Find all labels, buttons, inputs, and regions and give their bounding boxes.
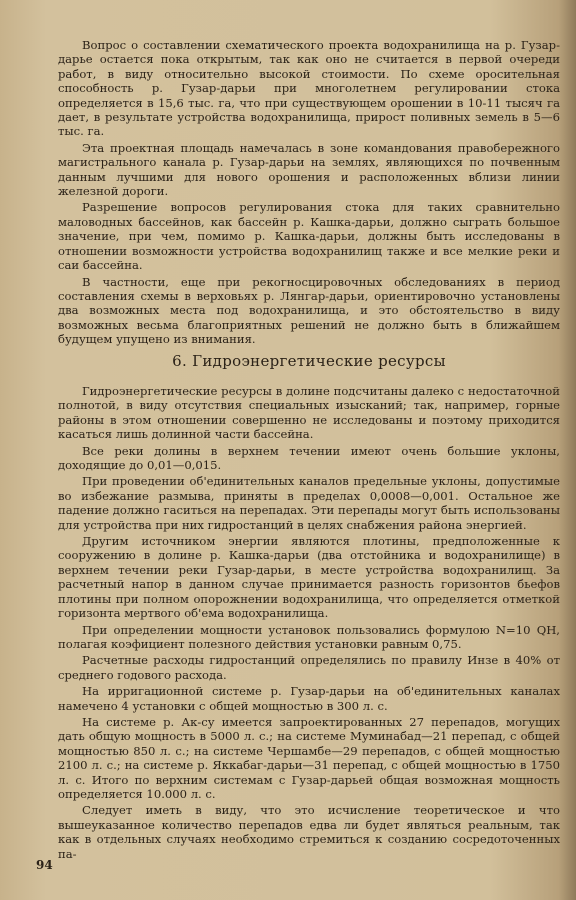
paragraph: При проведении об'единительных каналов предельные уклоны, допустимые во избежание размыва, приняты в пределах 0,0008—0,001. Остальное же падение должно гаситься на перепадах. Эти перепады могут быть использованы для устройства при них гидростанций в целях снабжения района энергией. xyxy=(58,474,560,532)
paragraph: Вопрос о составлении схематического проекта водохранилища на р. Гузар-дарье остается пока открытым, так как оно не считается в первой очереди работ, в виду относительно высокой стоимости. По схеме оросительная способность р. Гузар-дарьи при многолетнем регулировании стока определяется в 15,6 тыс. га, что при существующем орошении в 10-11 тысяч га дает, в результате устройства водохранилища, прирост поливных земель в 5—6 тыс. га. xyxy=(58,38,560,139)
paragraph: На системе р. Ак-су имеется запроектированных 27 перепадов, могущих дать общую мощность в 5000 л. с.; на системе Муминабад—21 перепад, с общей мощностью 850 л. с.; на системе Чершамбе—29 перепадов, с общей мощностью 2100 л. с.; на системе р. Яккабаг-дарьи—31 перепад, с общей мощностью в 1750 л. с. Итого по верхним системам с Гузар-дарьей общая возможная мощность определяется 10.000 л. с. xyxy=(58,714,560,801)
paragraph: Расчетные расходы гидростанций определялись по правилу Инзе в 40% от среднего годового расхода. xyxy=(58,653,560,682)
paragraph: Разрешение вопросов регулирования стока для таких сравнительно маловодных бассейнов, как бассейн р. Кашка-дарьи, должно сыграть большое значение, при чем, помимо р. Кашка-дарьи, должны быть исследованы в отношении возможности устройства водохранилищ также и все мелкие реки и саи бассейна. xyxy=(58,200,560,273)
paragraph: Другим источником энергии являются плотины, предположенные к сооружению в долине р. Кашка-дарьи (два отстойника и водохранилище) в верхнем течении реки Гузар-дарьи, в месте устройства водохранилищ. За расчетный напор в данном случае принимается разность горизонтов бьефов плотины при полном опорожнении водохранилища, что определяется отметкой горизонта мертвого об'ема водохранилища. xyxy=(58,534,560,621)
paragraph: Эта проектная площадь намечалась в зоне командования правобережного магистрального канала р. Гузар-дарьи на землях, являющихся по почвенным данным лучшими для нового орошения и расположенных вблизи линии железной дороги. xyxy=(58,140,560,199)
section-before-text xyxy=(58,38,560,347)
paragraph: Следует иметь в виду, что это исчисление теоретическое и что вышеуказанное количество перепадов едва ли будет являться реальным, так как в отдельных случаях необходимо стремиться к созданию сосредоточенных па- xyxy=(58,803,560,861)
paragraph: Гидроэнергетические ресурсы в долине подсчитаны далеко с недостаточной полнотой, в виду отсутствия специальных изысканий; так, например, горные районы в этом отношении совершенно не исследованы и поэтому приходится касаться лишь долинной части бассейна. xyxy=(58,384,560,442)
section-heading: 6. Гидроэнергетические ресурсы xyxy=(172,352,446,370)
paragraph: На ирригационной системе р. Гузар-дарьи на об'единительных каналах намечено 4 установки с общей мощностью в 300 л. с. xyxy=(58,684,560,713)
paragraph: В частности, еще при рекогносцировочных обследованиях в период составления схемы в верховьях р. Лянгар-дарьи, ориентировочно установлены два возможных места под водохранилища, и это обстоятельство в виду возможных весьма благоприятных решений не должно быть в ближайшем будущем упущено из внимания. xyxy=(58,274,560,347)
paragraph: При определении мощности установок пользовались формулою N=10 QH, полагая коэфициент полезного действия установки равным 0,75. xyxy=(58,622,560,651)
page-number: 94 xyxy=(36,858,53,872)
section-main-text xyxy=(58,384,560,861)
paragraph: Все реки долины в верхнем течении имеют очень большие уклоны, доходящие до 0,01—0,015. xyxy=(58,443,560,473)
